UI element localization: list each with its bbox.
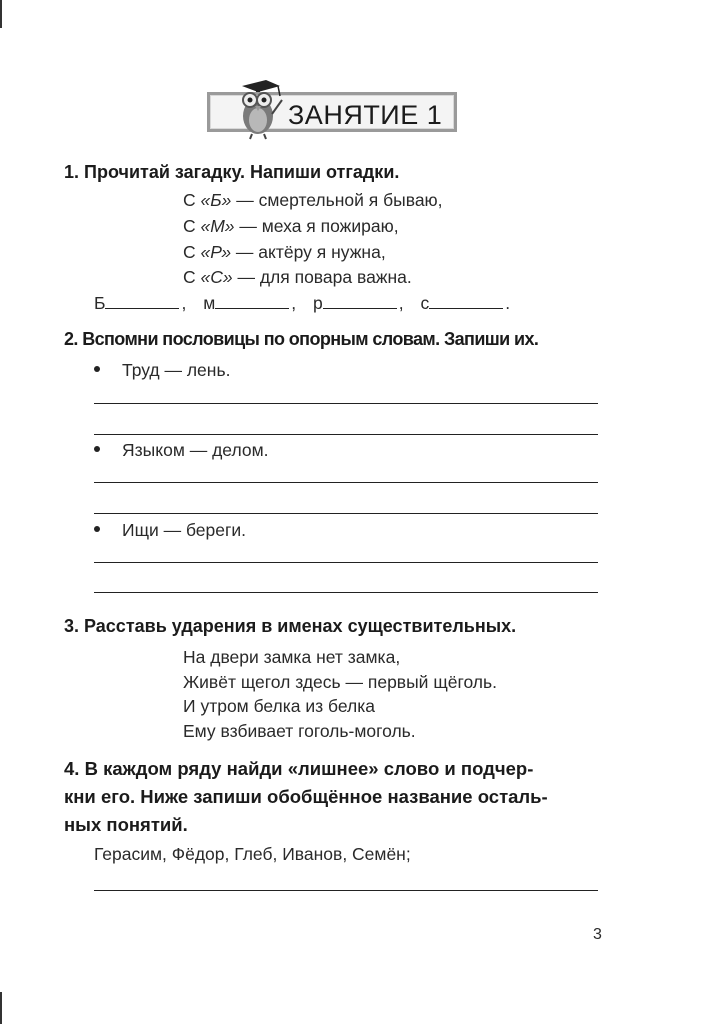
poem-line: Ему взбивает гоголь-моголь. bbox=[183, 721, 416, 741]
crop-mark-bottom bbox=[0, 992, 2, 1024]
lesson-title: ЗАНЯТИЕ 1 bbox=[288, 100, 443, 130]
answer-line[interactable] bbox=[94, 513, 598, 514]
poem-line: Живёт щегол здесь — первый щёголь. bbox=[183, 672, 497, 692]
riddle-line: С «М» — меха я пожираю, bbox=[183, 216, 399, 236]
answer-blank-s[interactable] bbox=[429, 292, 503, 309]
task-1-title: 1. Прочитай загадку. Напиши отгадки. bbox=[64, 162, 400, 182]
task-4-title-line-2: кни его. Ниже запиши обобщённое название осталь- bbox=[64, 786, 548, 807]
answer-line[interactable] bbox=[94, 482, 598, 483]
bullet-icon bbox=[94, 526, 100, 532]
answer-line[interactable] bbox=[94, 562, 598, 563]
task-4-title-line-3: ных понятий. bbox=[64, 814, 188, 835]
bullet-icon bbox=[94, 446, 100, 452]
answer-blank-r[interactable] bbox=[323, 292, 397, 309]
bullet-icon bbox=[94, 366, 100, 372]
proverb-prompt: Языком — делом. bbox=[94, 440, 268, 461]
answer-line[interactable] bbox=[94, 434, 598, 435]
proverb-prompt: Ищи — береги. bbox=[94, 520, 246, 541]
answer-line[interactable] bbox=[94, 890, 598, 891]
crop-mark-top bbox=[0, 0, 2, 28]
riddle-line: С «Б» — смертельной я бываю, bbox=[183, 190, 443, 210]
poem-line: На двери замка нет замка, bbox=[183, 647, 401, 667]
task-2-title: 2. Вспомни пословицы по опорным словам. Запиши их. bbox=[64, 329, 539, 349]
answer-blank-m[interactable] bbox=[215, 292, 289, 309]
answer-line[interactable] bbox=[94, 592, 598, 593]
answer-blank-b[interactable] bbox=[105, 292, 179, 309]
owl-graduate-icon bbox=[230, 76, 286, 140]
task-3-title: 3. Расставь ударения в именах существительных. bbox=[64, 616, 517, 636]
riddle-line: С «Р» — актёру я нужна, bbox=[183, 242, 386, 262]
riddle-answers: Б , м , р , с . bbox=[94, 293, 511, 313]
word-row: Герасим, Фёдор, Глеб, Иванов, Семён; bbox=[94, 844, 411, 864]
riddle-line: С «С» — для повара важна. bbox=[183, 267, 412, 287]
poem-line: И утром белка из белка bbox=[183, 696, 376, 716]
page-number: 3 bbox=[593, 926, 602, 943]
task-4-title-line-1: 4. В каждом ряду найди «лишнее» слово и подчер- bbox=[64, 758, 534, 779]
answer-line[interactable] bbox=[94, 403, 598, 404]
proverb-prompt: Труд — лень. bbox=[94, 360, 230, 381]
